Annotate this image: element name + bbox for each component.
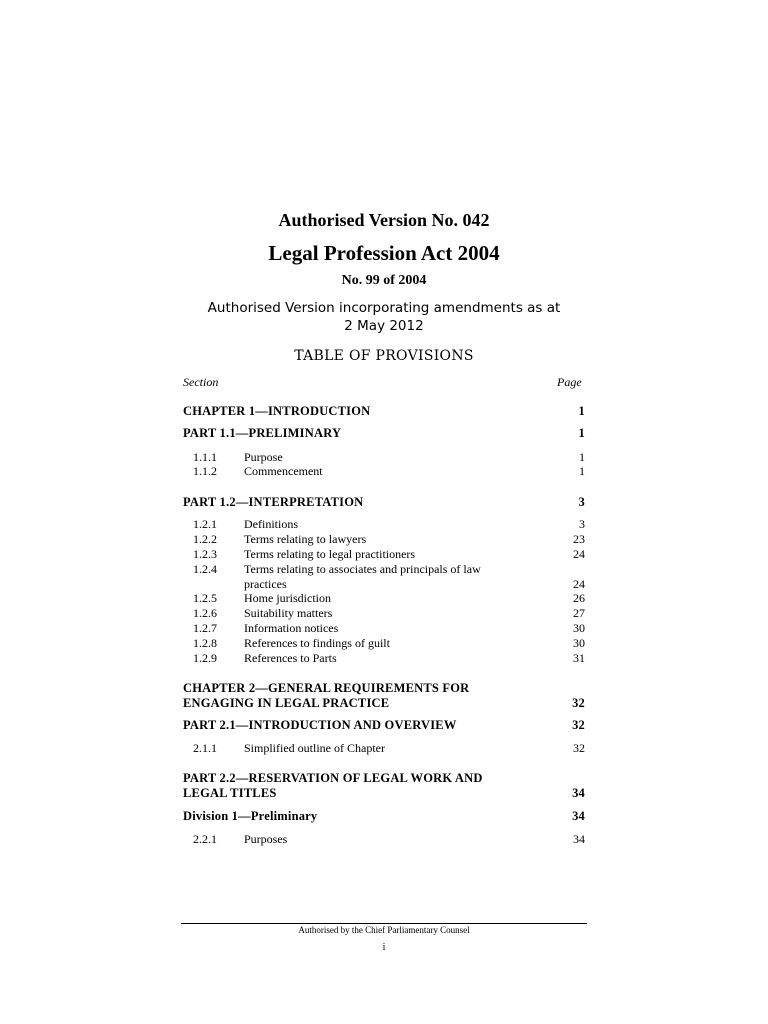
toc-entry-page: 34 [572, 786, 585, 800]
toc-entry-page: 1 [579, 464, 585, 478]
act-title: Legal Profession Act 2004 [268, 241, 500, 265]
toc-entry-page: 27 [573, 606, 585, 620]
toc-entry-title: PART 2.1—INTRODUCTION AND OVERVIEW [183, 718, 457, 732]
toc-entry-page: 31 [573, 651, 585, 665]
toc-section-number: 1.2.1 [193, 517, 217, 531]
toc-section-number: 1.2.4 [193, 562, 217, 576]
page-column-header: Page [557, 375, 582, 389]
toc-entry-page: 3 [578, 495, 585, 509]
toc-section-title: Terms relating to lawyers [244, 532, 367, 546]
section-column-header: Section [183, 375, 219, 389]
act-number: No. 99 of 2004 [341, 273, 427, 288]
toc-entry-page: 30 [573, 636, 585, 650]
toc-entry-title: PART 1.1—PRELIMINARY [183, 426, 342, 440]
toc-entry-page: 1 [578, 426, 585, 440]
toc-entry-page: 32 [572, 718, 585, 732]
toc-entry-page: 3 [579, 517, 585, 531]
toc-section-title: Information notices [244, 621, 339, 635]
toc-part-2-2[interactable] [183, 771, 585, 801]
toc-section-number: 1.2.6 [193, 606, 217, 620]
toc-section-1-2-4[interactable] [183, 562, 585, 592]
toc-section-number: 1.2.2 [193, 532, 217, 546]
toc-entry-page: 1 [578, 404, 585, 418]
toc-entry-page: 1 [579, 450, 585, 464]
toc-entry-page: 34 [572, 809, 585, 823]
toc-section-number: 1.2.8 [193, 636, 217, 650]
toc-section-title: References to findings of guilt [244, 636, 390, 650]
toc-entry-title-line-1: PART 2.2—RESERVATION OF LEGAL WORK AND [183, 771, 483, 785]
toc-entry-page: 26 [573, 591, 585, 605]
toc-entry-title-line-2: ENGAGING IN LEGAL PRACTICE [183, 696, 390, 710]
amendment-note-line-2: 2 May 2012 [344, 318, 424, 334]
toc-entry-title-line-1: CHAPTER 2—GENERAL REQUIREMENTS FOR [183, 681, 470, 695]
toc-chapter-2[interactable] [183, 681, 585, 711]
toc-section-number: 2.1.1 [193, 741, 217, 755]
toc-heading: TABLE OF PROVISIONS [294, 348, 474, 364]
toc-section-title: References to Parts [244, 651, 337, 665]
toc-entry-page: 24 [573, 577, 585, 591]
toc-section-title: Terms relating to associates and principals of law practices [244, 562, 481, 591]
toc-entry-title: Division 1—Preliminary [183, 809, 318, 823]
toc-section-number: 1.2.9 [193, 651, 217, 665]
toc-section-title: Simplified outline of Chapter [244, 741, 385, 755]
toc-section-title: Terms relating to legal practitioners [244, 547, 416, 561]
amendment-note-line-1: Authorised Version incorporating amendments as at [207, 300, 561, 316]
footer-authority-text: Authorised by the Chief Parliamentary Counsel [298, 925, 470, 935]
footer-divider [181, 923, 587, 924]
toc-entry-title-line-2: LEGAL TITLES [183, 786, 277, 800]
toc-entry-title: PART 1.2—INTERPRETATION [183, 495, 364, 509]
toc-section-number: 1.2.7 [193, 621, 217, 635]
toc-section-title: Home jurisdiction [244, 591, 331, 605]
toc-entry-page: 24 [573, 547, 585, 561]
toc-section-number: 1.1.2 [193, 464, 217, 478]
authorised-version-heading: Authorised Version No. 042 [278, 210, 490, 230]
toc-entry-page: 32 [572, 696, 585, 710]
toc-section-title: Purpose [244, 450, 283, 464]
toc-section-number: 2.2.1 [193, 832, 217, 846]
toc-entry-title: CHAPTER 1—INTRODUCTION [183, 404, 371, 418]
toc-entry-page: 32 [573, 741, 585, 755]
toc-section-number: 1.2.3 [193, 547, 217, 561]
footer-page-number: i [382, 942, 386, 953]
toc-section-title: Suitability matters [244, 606, 333, 620]
toc-section-title: Purposes [244, 832, 288, 846]
toc-entry-page: 30 [573, 621, 585, 635]
toc-section-title: Commencement [244, 464, 323, 478]
toc-section-title: Definitions [244, 517, 298, 531]
toc-section-number: 1.1.1 [193, 450, 217, 464]
toc-entry-page: 23 [573, 532, 585, 546]
toc-section-number: 1.2.5 [193, 591, 217, 605]
toc-entry-page: 34 [573, 832, 585, 846]
